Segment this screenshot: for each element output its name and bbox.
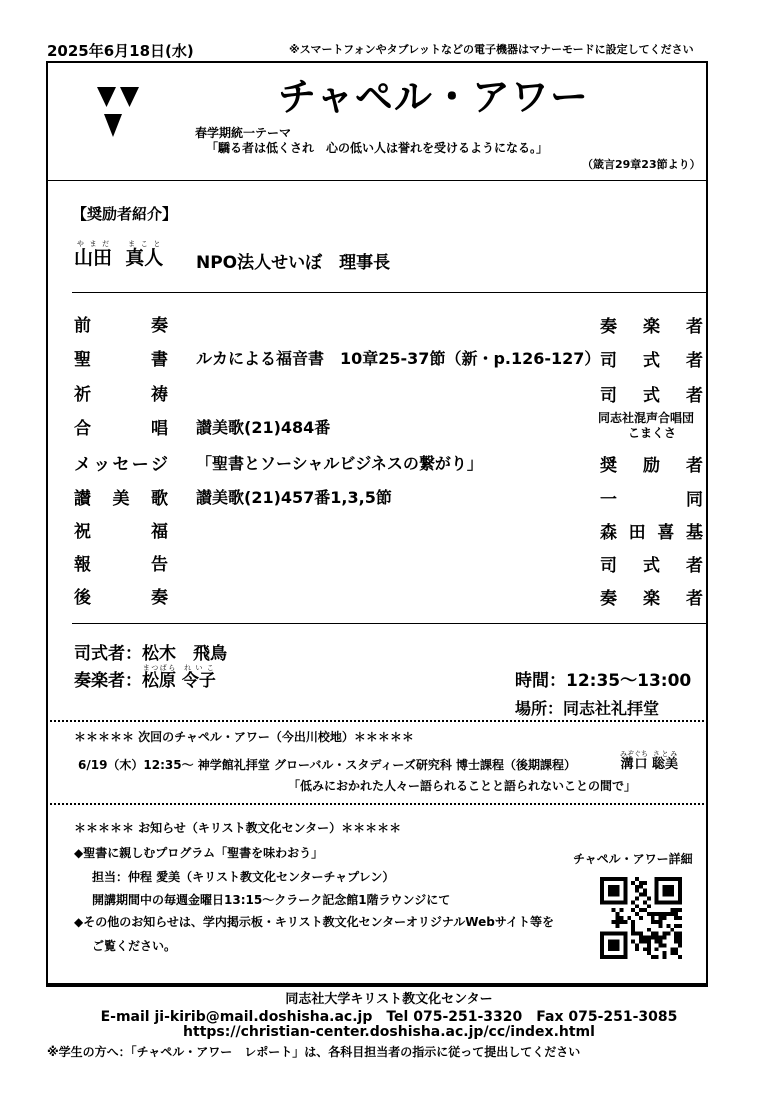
program-item: ルカによる福音書 10章25-37節（新・p.126-127）	[196, 349, 601, 368]
program-label: メ ッ セ ー ジ	[74, 455, 168, 475]
program-label: 祈 祷	[74, 385, 168, 405]
service-time: 時間：12:35～13:00	[515, 671, 692, 691]
notice-item-other: ◆その他のお知らせは、学内掲示板・キリスト教文化センターオリジナルWebサイト等を	[74, 915, 555, 929]
notice-item-bible: ◆聖書に親しむプログラム「聖書を味わおう」	[74, 846, 324, 860]
program-label: 聖 書	[74, 350, 168, 370]
program-item: 讃美歌(21)457番1,3,5節	[196, 488, 392, 507]
speaker-name: 山田やまだ 真人まこと	[74, 240, 164, 269]
notice-item-other-cont: ご覧ください。	[92, 939, 177, 953]
next-heading: ＊＊＊＊＊ 次回のチャペル・アワー（今出川校地）＊＊＊＊＊	[74, 730, 414, 744]
next-speaker: 溝口みぞぐち 聡美さとみ	[620, 750, 679, 772]
speaker-section-label: 【奨励者紹介】	[72, 205, 178, 223]
footer-divider	[46, 985, 708, 987]
theme-source: （箴言29章23節より）	[582, 158, 701, 171]
program-role: 奨 励 者	[600, 456, 703, 476]
next-details: 6/19（木）12:35～ 神学館礼拝堂 グローバル・スタディーズ研究科 博士課程（後期課程）	[78, 758, 577, 772]
program-label: 前 奏	[74, 316, 168, 336]
program-divider	[72, 623, 707, 624]
notice-item-bible-time: 開講期間中の毎週金曜日13:15～クラーク記念館1階ラウンジにて	[92, 893, 451, 907]
program-role: 司 式 者	[600, 386, 703, 406]
program-role: 森 田 喜 基	[600, 523, 703, 543]
speaker-affiliation: NPO法人せいぼ 理事長	[196, 253, 391, 273]
manner-notice: ※スマートフォンやタブレットなどの電子機器はマナーモードに設定してください	[289, 43, 694, 56]
qr-code-icon[interactable]	[600, 877, 682, 959]
program-item: 讃美歌(21)484番	[196, 418, 331, 437]
page-title: チャペル・アワー	[278, 75, 589, 119]
program-role: 奏 楽 者	[600, 317, 703, 337]
theme-text: 「驕る者は低くされ 心の低い人は誉れを受けるようになる。」	[206, 141, 549, 155]
speaker-divider	[72, 292, 707, 293]
musician: 奏楽者：松原まつばら 令子れいこ	[74, 664, 216, 691]
program-role: 一 同	[600, 490, 703, 510]
student-note: ※学生の方へ：「チャペル・アワー レポート」は、各科目担当者の指示に従って提出してください	[47, 1045, 581, 1059]
program-label: 後 奏	[74, 588, 168, 608]
footer-org: 同志社大学キリスト教文化センター	[285, 992, 493, 1007]
date: 2025年6月18日(水)	[47, 42, 194, 60]
program-role-choir: こまくさ	[628, 426, 677, 440]
notices-divider	[46, 803, 708, 805]
program-role-choir: 同志社混声合唱団	[598, 411, 695, 425]
notice-item-bible-staff: 担当：仲程 愛美（キリスト教文化センターチャプレン）	[92, 870, 395, 884]
header-divider	[46, 180, 708, 181]
program-item: 「聖書とソーシャルビジネスの繋がり」	[196, 454, 483, 473]
program-label: 合 唱	[74, 419, 168, 439]
program-role: 奏 楽 者	[600, 589, 703, 609]
three-triangle-logo-icon	[78, 87, 148, 139]
program-role: 司 式 者	[600, 351, 703, 371]
program-label: 讃 美 歌	[74, 489, 168, 509]
officiant: 司式者：松木 飛鳥	[74, 644, 227, 664]
footer-contact: E-mail ji-kirib@mail.doshisha.ac.jp Tel 075-251-3320 Fax 075-251-3085	[100, 1009, 678, 1025]
program-role: 司 式 者	[600, 556, 703, 576]
next-divider	[46, 720, 708, 722]
service-place: 場所：同志社礼拝堂	[515, 699, 660, 718]
next-message: 「低みにおかれた人々ー語られることと語られないことの間で」	[288, 779, 637, 793]
footer-url[interactable]: https://christian-center.doshisha.ac.jp/cc/index.html	[183, 1024, 595, 1040]
theme-label: 春学期統一テーマ	[195, 126, 292, 140]
qr-label: チャペル・アワー詳細	[573, 852, 693, 866]
program-label: 報 告	[74, 555, 168, 575]
notices-heading: ＊＊＊＊＊ お知らせ（キリスト教文化センター）＊＊＊＊＊	[74, 821, 402, 835]
program-label: 祝 福	[74, 522, 168, 542]
